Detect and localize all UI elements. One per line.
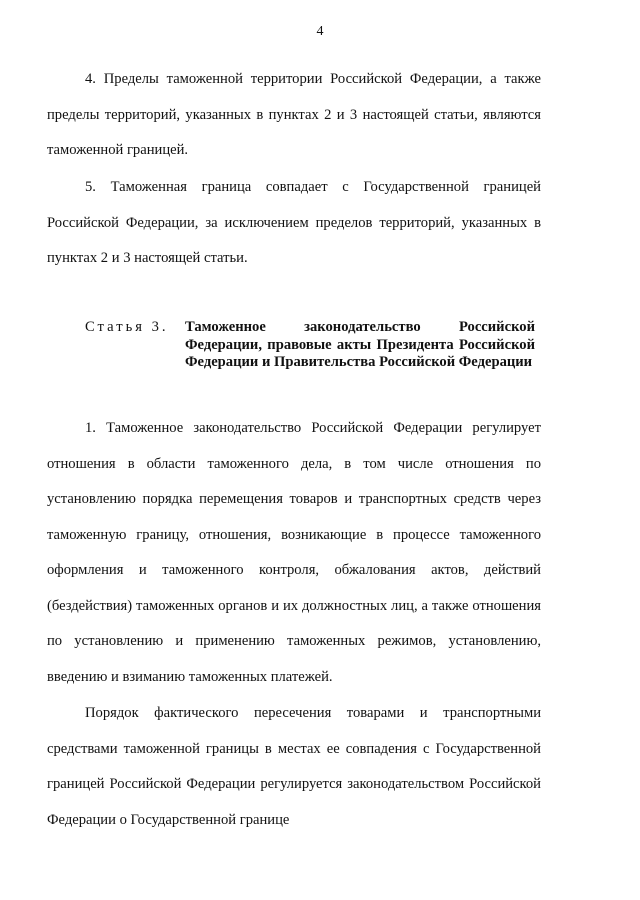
paragraph-border-crossing-procedure: Порядок фактического пересечения товарами и транспортными средствами таможенной границы в местах ее совпадения с Государственной границей Российской Федерации регулируется законодательством Российской Федерации о Государственной границе xyxy=(47,705,541,828)
page-number: 4 xyxy=(316,24,324,39)
paragraph-customs-border-coincides: 5. Таможенная граница совпадает с Государственной границей Российской Федерации, за исключением пределов территорий, указанных в пунктах 2 и 3 настоящей статьи. xyxy=(47,179,541,266)
article-label: Статья 3. xyxy=(85,319,169,335)
paragraph-customs-legislation-scope: 1. Таможенное законодательство Российской Федерации регулирует отношения в области таможенного дела, в том числе отношения по установлению порядка перемещения товаров и транспортных средств через таможенную границу, отношения, возникающие в процессе таможенного оформления и таможенного контроля, обжалования актов, действий (бездействия) таможенных органов и их должностных лиц, а также отношения по установлению и применению таможенных режимов, установлению, введению и взиманию таможенных платежей. xyxy=(47,420,541,685)
paragraph-customs-territory-limits: 4. Пределы таможенной территории Российской Федерации, а также пределы территорий, указанных в пунктах 2 и 3 настоящей статьи, являются таможенной границей. xyxy=(47,71,541,158)
article-title: Таможенное законодательство Российской Федерации, правовые акты Президента Российской Федерации и Правительства Российской Федерации xyxy=(185,319,535,370)
